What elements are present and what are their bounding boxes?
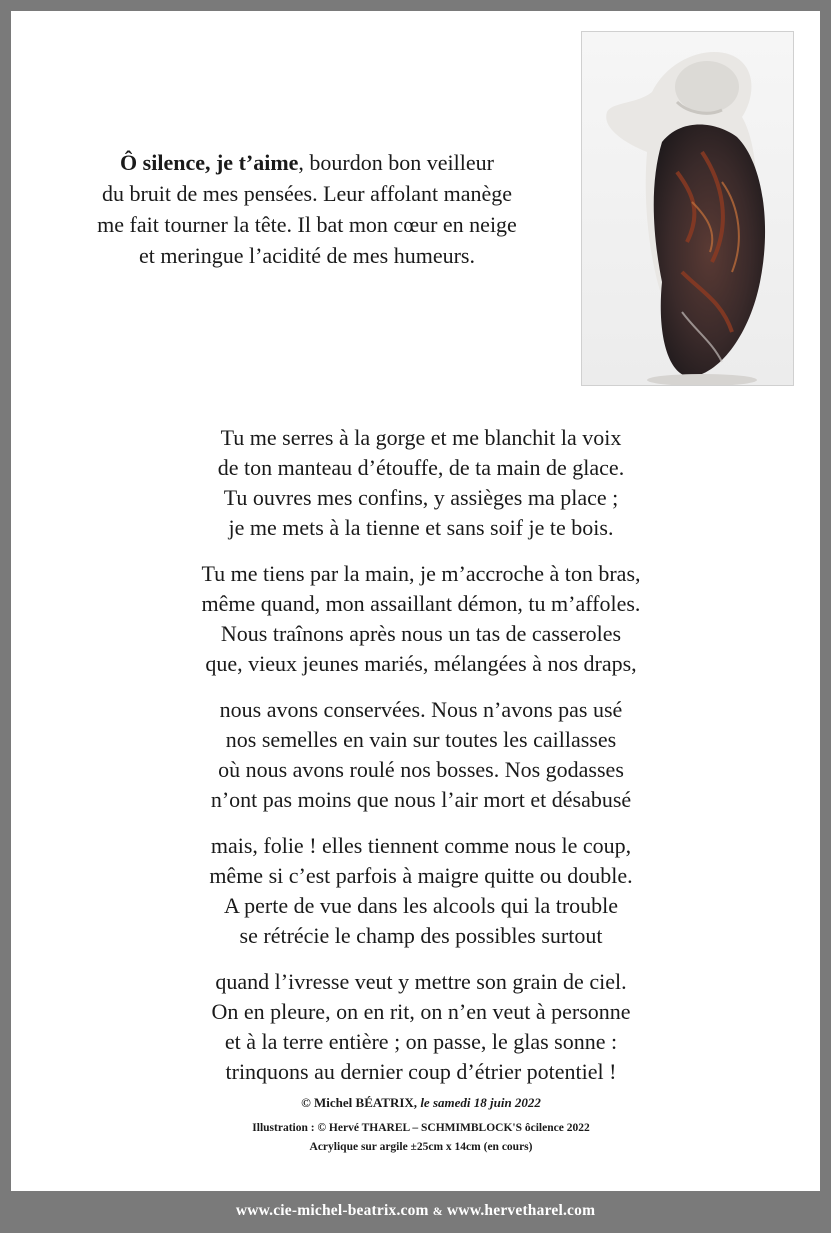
poem-line: où nous avons roulé nos bosses. Nos godasses xyxy=(218,757,624,782)
poem-line: trinquons au dernier coup d’étrier potentiel ! xyxy=(225,1059,617,1084)
intro-line-2: du bruit de mes pensées. Leur affolant manège xyxy=(101,181,513,206)
poem-line: je me mets à la tienne et sans soif je te bois. xyxy=(228,515,614,540)
intro-bold-phrase: Ô silence, je t’aime xyxy=(120,150,299,175)
sculpture-photo xyxy=(581,31,794,386)
intro-line-3: me fait tourner la tête. Il bat mon cœur en neige xyxy=(97,212,517,237)
poem-line: et à la terre entière ; on passe, le glas sonne : xyxy=(224,1029,618,1054)
medium-credit: Acrylique sur argile ±25cm x 14cm (en cours) xyxy=(309,1141,533,1153)
poem-line: On en pleure, on en rit, on n’en veut à personne xyxy=(211,999,631,1024)
intro-quatrain xyxy=(31,147,583,271)
footer-links xyxy=(0,1193,831,1229)
sculpture-image xyxy=(582,32,793,385)
link-herve-tharel[interactable]: www.hervetharel.com xyxy=(447,1202,596,1219)
stanza-5 xyxy=(131,967,711,1087)
poem-line: Tu me tiens par la main, je m’accroche à ton bras, xyxy=(201,561,641,586)
poem-line: nous avons conservées. Nous n’avons pas usé xyxy=(219,697,623,722)
stanza-3 xyxy=(131,695,711,815)
poem-line: même si c’est parfois à maigre quitte ou double. xyxy=(209,863,633,888)
author-credit xyxy=(131,1093,711,1113)
poem-line: de ton manteau d’étouffe, de ta main de glace. xyxy=(217,455,625,480)
poem-line: que, vieux jeunes mariés, mélangées à nos draps, xyxy=(205,651,637,676)
author-name: © Michel BÉATRIX, xyxy=(301,1095,418,1110)
poem-line: Tu ouvres mes confins, y assièges ma place ; xyxy=(223,485,619,510)
intro-line-4: et meringue l’acidité de mes humeurs. xyxy=(139,243,475,268)
intro-line-1-rest: , bourdon bon veilleur xyxy=(298,150,494,175)
poem-line: se rétrécie le champ des possibles surtout xyxy=(239,923,603,948)
stanza-2 xyxy=(131,559,711,679)
link-michel-beatrix[interactable]: www.cie-michel-beatrix.com xyxy=(235,1202,429,1219)
page-sheet xyxy=(11,11,820,1191)
poem-body xyxy=(131,423,711,1103)
poem-line: Tu me serres à la gorge et me blanchit la voix xyxy=(220,425,622,450)
poem-line: nos semelles en vain sur toutes les caillasses xyxy=(225,727,617,752)
poem-date: le samedi 18 juin 2022 xyxy=(420,1095,541,1110)
poem-line: A perte de vue dans les alcools qui la trouble xyxy=(223,893,619,918)
poem-line: Nous traînons après nous un tas de casseroles xyxy=(220,621,622,646)
credits-block xyxy=(131,1093,711,1157)
stanza-4 xyxy=(131,831,711,951)
stanza-1 xyxy=(131,423,711,543)
intro-line-1 xyxy=(31,147,583,178)
poem-line: même quand, mon assaillant démon, tu m’affoles. xyxy=(201,591,641,616)
poem-line: n’ont pas moins que nous l’air mort et désabusé xyxy=(210,787,632,812)
poem-line: mais, folie ! elles tiennent comme nous le coup, xyxy=(210,833,632,858)
illustration-credit: Illustration : © Hervé THAREL – SCHMIMBLOCK'S ôcilence 2022 xyxy=(252,1122,590,1134)
ampersand: & xyxy=(432,1204,443,1218)
poem-line: quand l’ivresse veut y mettre son grain de ciel. xyxy=(215,969,627,994)
